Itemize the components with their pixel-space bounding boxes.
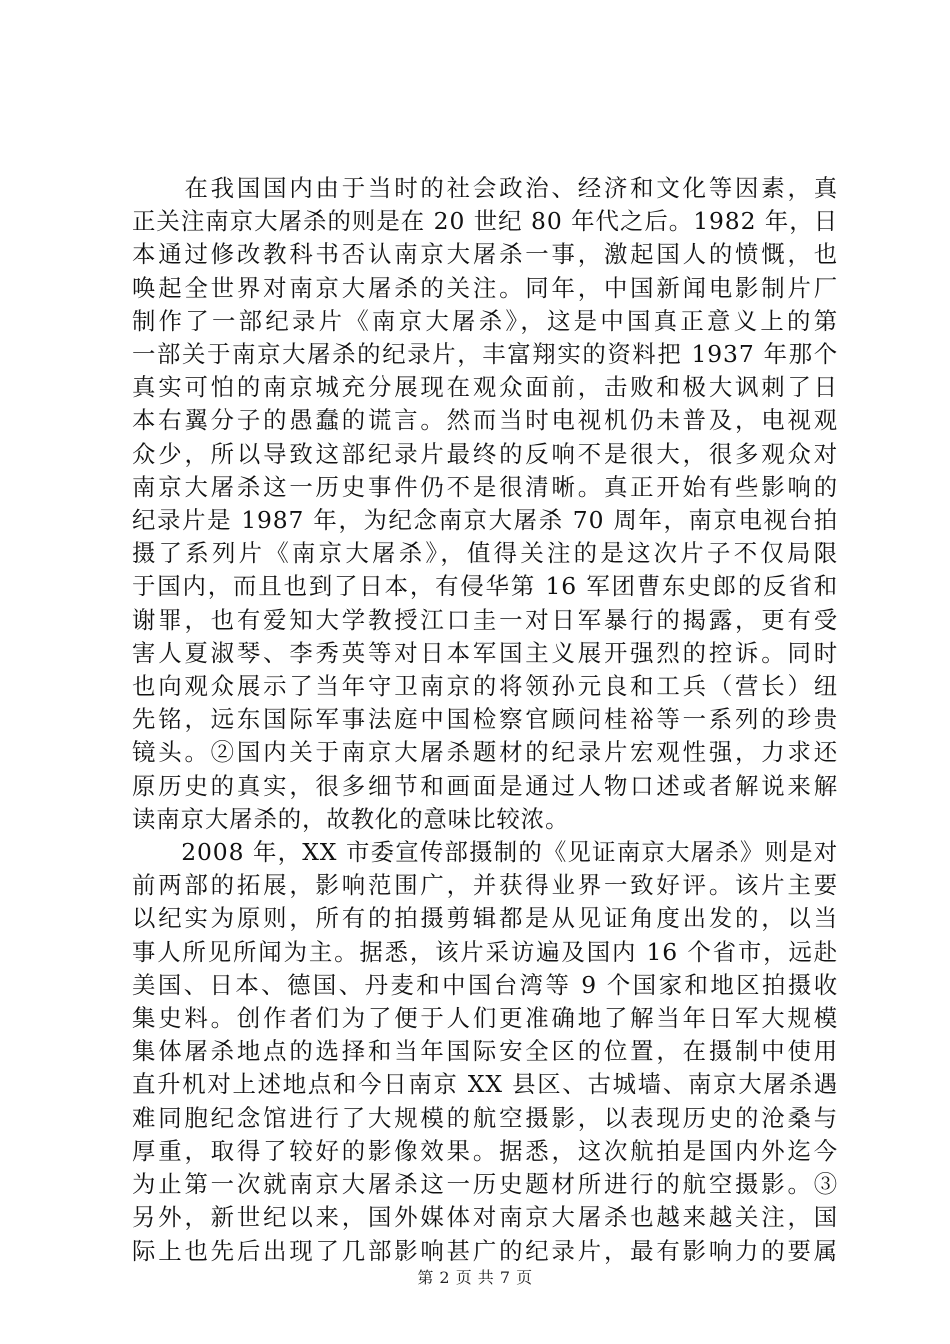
text-line: 际上也先后出现了几部影响甚广的纪录片，最有影响力的要属 — [132, 1236, 838, 1265]
text-line: 美国、日本、德国、丹麦和中国台湾等 9 个国家和地区拍摄收 — [132, 970, 838, 999]
text-line: 真实可怕的南京城充分展现在观众面前，击败和极大讽刺了日 — [132, 373, 838, 402]
text-line: 集体屠杀地点的选择和当年国际安全区的位置，在摄制中使用 — [132, 1037, 838, 1066]
paragraph-1 — [132, 172, 838, 836]
text-line: 南京大屠杀这一历史事件仍不是很清晰。真正开始有些影响的 — [132, 472, 838, 501]
text-line: 集史料。创作者们为了便于人们更准确地了解当年日军大规模 — [132, 1004, 838, 1033]
text-line: 为止第一次就南京大屠杀这一历史题材所进行的航空摄影。③ — [132, 1170, 838, 1199]
text-line: 谢罪，也有爱知大学教授江口圭一对日军暴行的揭露，更有受 — [132, 605, 838, 634]
page-footer — [0, 1265, 950, 1288]
text-line: 众少，所以导致这部纪录片最终的反响不是很大，很多观众对 — [132, 439, 838, 468]
text-line: 难同胞纪念馆进行了大规模的航空摄影，以表现历史的沧桑与 — [132, 1103, 838, 1132]
text-line: 一部关于南京大屠杀的纪录片，丰富翔实的资料把 1937 年那个 — [132, 340, 838, 369]
text-line: 事人所见所闻为主。据悉，该片采访遍及国内 16 个省市，远赴 — [132, 937, 838, 966]
text-line: 本通过修改教科书否认南京大屠杀一事，激起国人的愤慨，也 — [132, 240, 838, 269]
text-line: 本右翼分子的愚蠢的谎言。然而当时电视机仍未普及，电视观 — [132, 406, 838, 435]
text-line: 于国内，而且也到了日本，有侵华第 16 军团曹东史郎的反省和 — [132, 572, 838, 601]
page-number: 第 2 页 共 7 页 — [417, 1268, 533, 1287]
text-line: 制作了一部纪录片《南京大屠杀》，这是中国真正意义上的第 — [132, 306, 838, 335]
text-line: 另外，新世纪以来，国外媒体对南京大屠杀也越来越关注，国 — [132, 1203, 838, 1232]
text-line: 原历史的真实，很多细节和画面是通过人物口述或者解说来解 — [132, 771, 838, 800]
text-line: 直升机对上述地点和今日南京 XX 县区、古城墙、南京大屠杀遇 — [132, 1070, 838, 1099]
text-line: 先铭，远东国际军事法庭中国检察官顾问桂裕等一系列的珍贵 — [132, 705, 838, 734]
text-line: 前两部的拓展，影响范围广，并获得业界一致好评。该片主要 — [132, 871, 838, 900]
text-line: 读南京大屠杀的，故教化的意味比较浓。 — [132, 804, 570, 833]
text-line: 镜头。②国内关于南京大屠杀题材的纪录片宏观性强，力求还 — [132, 738, 838, 767]
text-line: 摄了系列片《南京大屠杀》，值得关注的是这次片子不仅局限 — [132, 539, 838, 568]
text-line: 纪录片是 1987 年，为纪念南京大屠杀 70 周年，南京电视台拍 — [132, 506, 838, 535]
text-line: 害人夏淑琴、李秀英等对日本军国主义展开强烈的控诉。同时 — [132, 638, 838, 667]
paragraph-2 — [132, 836, 838, 1268]
text-line: 也向观众展示了当年守卫南京的将领孙元良和工兵（营长）纽 — [132, 672, 838, 701]
text-line: 以纪实为原则，所有的拍摄剪辑都是从见证角度出发的，以当 — [132, 904, 838, 933]
text-line: 2008 年，XX 市委宣传部摄制的《见证南京大屠杀》则是对 — [132, 838, 838, 867]
document-body — [132, 172, 838, 1268]
text-line: 正关注南京大屠杀的则是在 20 世纪 80 年代之后。1982 年，日 — [132, 207, 838, 236]
text-line: 唤起全世界对南京大屠杀的关注。同年，中国新闻电影制片厂 — [132, 273, 838, 302]
text-line: 厚重，取得了较好的影像效果。据悉，这次航拍是国内外迄今 — [132, 1136, 838, 1165]
text-line: 在我国国内由于当时的社会政治、经济和文化等因素，真 — [132, 174, 838, 202]
